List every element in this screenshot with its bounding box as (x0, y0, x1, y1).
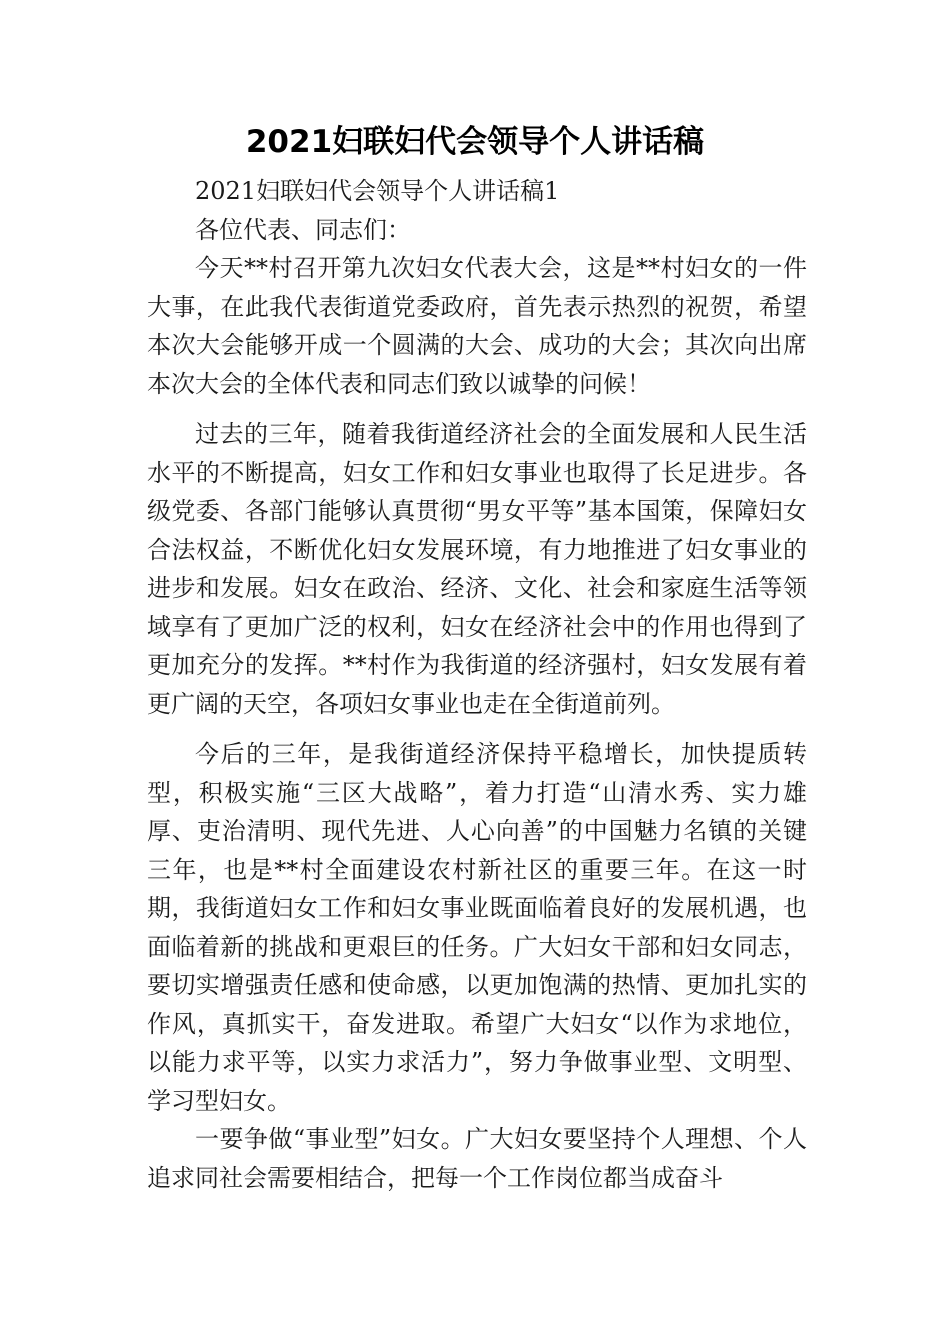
salutation-paragraph: 各位代表、同志们： (195, 215, 411, 244)
body-paragraph: 今后的三年，是我街道经济保持平稳增长，加快提质转型，积极实施“三区大战略”，着力打造“山清水秀、实力雄厚、吏治清明、现代先进、人心向善”的中国魅力名镇的关键三年，也是**村全面建设农村新社区的重要三年。在这一时期，我街道妇女工作和妇女事业既面临着良好的发展机遇，也面临着新的挑战和更艰巨的任务。广大妇女干部和妇女同志，要切实增强责任感和使命感，以更加饱满的热情、更加扎实的作风，真抓实干，奋发进取。希望广大妇女“以作为求地位，以能力求平等，以实力求活力”，努力争做事业型、文明型、学习型妇女。 (147, 740, 807, 1115)
document-body (147, 172, 807, 1197)
body-paragraph: 过去的三年，随着我街道经济社会的全面发展和人民生活水平的不断提高，妇女工作和妇女事业也取得了长足进步。各级党委、各部门能够认真贯彻“男女平等”基本国策，保障妇女合法权益，不断优化妇女发展环境，有力地推进了妇女事业的进步和发展。妇女在政治、经济、文化、社会和家庭生活等领域享有了更加广泛的权利，妇女在经济社会中的作用也得到了更加充分的发挥。**村作为我街道的经济强村，妇女发展有着更广阔的天空，各项妇女事业也走在全街道前列。 (147, 420, 807, 718)
body-paragraph: 一要争做“事业型”妇女。广大妇女要坚持个人理想、个人追求同社会需要相结合，把每一个工作岗位都当成奋斗 (147, 1125, 807, 1192)
subtitle-paragraph: 2021妇联妇代会领导个人讲话稿1 (195, 177, 560, 205)
document-title: 2021妇联妇代会领导个人讲话稿 (245, 124, 705, 160)
body-paragraph: 今天**村召开第九次妇女代表大会，这是**村妇女的一件大事，在此我代表街道党委政府，首先表示热烈的祝贺，希望本次大会能够开成一个圆满的大会、成功的大会；其次向出席本次大会的全体代表和同志们致以诚挚的问候！ (147, 254, 807, 398)
